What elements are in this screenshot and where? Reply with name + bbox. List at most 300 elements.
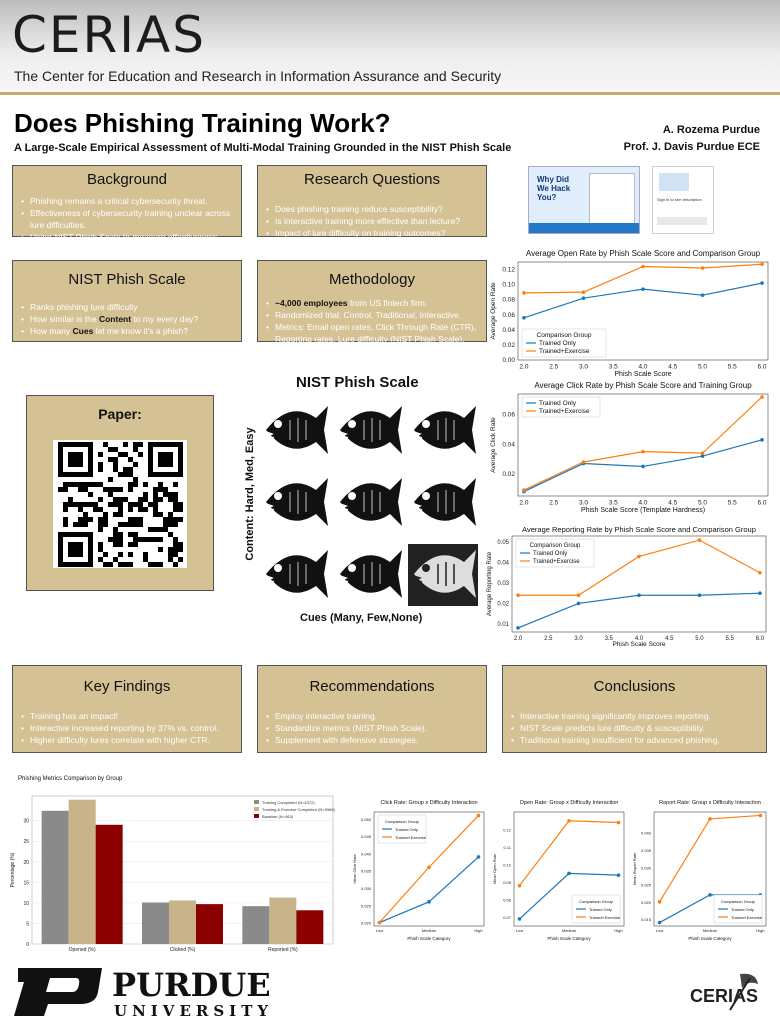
- chart-title: Average Open Rate by Phish Scale Score and Comparison Group: [525, 249, 761, 258]
- qr-module: [78, 482, 83, 487]
- y-tick-label: 0.10: [503, 862, 511, 868]
- x-tick-label: 2.0: [519, 499, 529, 507]
- cerias-logo: CERIAS: [12, 6, 206, 64]
- data-point: [477, 855, 481, 859]
- legend-label: Training Completed (N=4372): [262, 800, 315, 805]
- qr-module: [83, 487, 88, 492]
- qr-module: [113, 462, 118, 467]
- fish-eye: [348, 492, 356, 500]
- qr-module: [63, 522, 68, 527]
- legend-title: Comparison Group: [385, 819, 419, 824]
- y-tick-label: 0.02: [497, 601, 509, 608]
- qr-module: [118, 502, 123, 507]
- fish-icon: [414, 406, 476, 454]
- fish-icon: [266, 478, 328, 526]
- bar: [42, 811, 69, 944]
- qr-finder: [158, 452, 173, 467]
- qr-module: [113, 487, 118, 492]
- qr-module: [178, 507, 183, 512]
- bar: [196, 904, 223, 944]
- qr-module: [83, 512, 88, 517]
- data-point: [698, 538, 702, 542]
- qr-module: [98, 482, 103, 487]
- y-tick-label: 0.04: [497, 560, 509, 567]
- x-tick-label: 3.0: [574, 636, 583, 642]
- qr-module: [148, 562, 153, 567]
- y-tick-label: 0.025: [360, 903, 371, 909]
- paper-box: [26, 395, 214, 591]
- x-tick-label: 5.5: [727, 363, 737, 371]
- qr-module: [133, 517, 138, 522]
- data-point: [708, 893, 712, 897]
- x-tick-label: 4.0: [638, 363, 648, 371]
- list-item: • Impact of lure difficulty on training outcomes?: [266, 227, 478, 239]
- qr-module: [118, 522, 123, 527]
- qr-module: [88, 502, 93, 507]
- qr-module: [133, 522, 138, 527]
- qr-module: [178, 542, 183, 547]
- data-point: [522, 291, 526, 295]
- article-image: [659, 173, 689, 191]
- qr-module: [123, 497, 128, 502]
- author-1: A. Rozema Purdue: [662, 124, 760, 136]
- list-item: • Traditional training insufficient for advanced phishing.: [511, 734, 758, 746]
- fish-icon: [408, 544, 478, 606]
- fish-body: [340, 406, 402, 454]
- fish-eye: [348, 420, 356, 428]
- qr-module: [118, 562, 123, 567]
- qr-module: [138, 517, 143, 522]
- qr-module: [128, 507, 133, 512]
- list-item: • Metrics: Email open rates, Click Through Rate (CTR), Reporting rates, Lure difficulty (NIST Phish Scale).: [266, 321, 478, 345]
- legend-label: Trained+Exercise: [395, 835, 427, 840]
- qr-module: [103, 522, 108, 527]
- article-thumbnail[interactable]: [652, 166, 714, 234]
- y-tick-label: 0.06: [502, 311, 515, 319]
- fish-body: [414, 478, 476, 526]
- data-point: [698, 593, 702, 597]
- qr-module: [178, 547, 183, 552]
- thumbnail-card: [589, 173, 635, 225]
- data-point: [641, 287, 645, 291]
- background-list: [13, 189, 241, 243]
- data-point: [617, 873, 621, 877]
- x-tick-label: 2.5: [549, 363, 559, 371]
- x-tick-label: Clicked (%): [169, 947, 196, 953]
- fish-icon: [340, 550, 402, 598]
- legend-swatch: [254, 807, 259, 811]
- y-tick-label: 0.050: [360, 816, 371, 822]
- qr-module: [98, 542, 103, 547]
- y-axis-label: Mean Open Rate: [492, 853, 497, 885]
- qr-module: [128, 482, 133, 487]
- qr-module: [118, 552, 123, 557]
- qr-module: [128, 562, 133, 567]
- qr-module: [63, 482, 68, 487]
- qr-code[interactable]: [53, 440, 187, 568]
- y-tick-label: 30: [23, 818, 29, 825]
- qr-module: [78, 507, 83, 512]
- qr-module: [138, 442, 143, 447]
- background-box: [12, 165, 242, 242]
- x-tick-label: 4.5: [665, 636, 674, 642]
- qr-module: [158, 497, 163, 502]
- data-point: [577, 602, 581, 606]
- qr-module: [98, 462, 103, 467]
- x-tick-label: 5.5: [727, 499, 737, 507]
- thumbnail-text: Why Did We Hack You?: [537, 175, 571, 202]
- qr-module: [138, 452, 143, 457]
- qr-module: [133, 532, 138, 537]
- qr-module: [73, 522, 78, 527]
- x-tick-label: Medium: [561, 928, 577, 933]
- cerias-small-text: CERIAS: [690, 986, 759, 1006]
- research-heading: Research Questions: [304, 171, 440, 188]
- gold-divider: [0, 92, 780, 95]
- qr-module: [168, 492, 173, 497]
- data-point: [582, 460, 586, 464]
- qr-module: [128, 532, 133, 537]
- y-tick-label: 5: [26, 921, 29, 928]
- qr-module: [123, 452, 128, 457]
- x-tick-label: High: [474, 928, 483, 933]
- open-rate-chart: [488, 248, 776, 378]
- qr-module: [158, 482, 163, 487]
- x-tick-label: 3.0: [578, 363, 588, 371]
- y-tick-label: 0.020: [360, 920, 371, 926]
- qr-module: [68, 502, 73, 507]
- qr-module: [133, 442, 138, 447]
- legend-swatch: [254, 800, 259, 804]
- paper-heading: Paper:: [98, 406, 142, 422]
- methodology-list: [258, 289, 486, 345]
- y-tick-label: 0.07: [503, 915, 511, 921]
- poster-subtitle: A Large-Scale Empirical Assessment of Multi-Modal Training Grounded in the NIST Phish Scale: [14, 142, 512, 154]
- qr-module: [108, 487, 113, 492]
- qr-module: [178, 557, 183, 562]
- list-item: • Using NIST Phish Scale to measure effectiveness.: [21, 231, 233, 243]
- fish-icon: [340, 478, 402, 526]
- qr-module: [153, 527, 158, 532]
- conclusions-box: [502, 665, 767, 753]
- fish-body: [266, 550, 328, 598]
- data-point: [641, 450, 645, 454]
- list-item: • Supplement with defensive strategies.: [266, 734, 478, 746]
- qr-module: [93, 482, 98, 487]
- bar: [242, 906, 269, 944]
- qr-module: [138, 502, 143, 507]
- data-point: [641, 265, 645, 269]
- background-heading: Background: [86, 171, 168, 188]
- qr-module: [78, 522, 83, 527]
- x-tick-label: 6.0: [757, 499, 767, 507]
- data-point: [701, 451, 705, 455]
- qr-module: [158, 562, 163, 567]
- purdue-wordmark: PURDUE: [112, 966, 271, 1004]
- fish-eye: [422, 420, 430, 428]
- qr-module: [178, 502, 183, 507]
- qr-module: [118, 452, 123, 457]
- x-tick-label: 5.0: [695, 636, 704, 642]
- qr-module: [123, 562, 128, 567]
- qr-module: [98, 467, 103, 472]
- qr-module: [98, 507, 103, 512]
- qr-module: [133, 447, 138, 452]
- qr-module: [143, 482, 148, 487]
- phish-scale-figure: [238, 368, 483, 628]
- qr-module: [113, 537, 118, 542]
- x-axis-label: Phish Scale Category: [407, 936, 451, 941]
- qr-module: [133, 477, 138, 482]
- qr-module: [128, 517, 133, 522]
- qr-module: [173, 552, 178, 557]
- findings-list: [13, 696, 241, 746]
- legend-label: Trained Only: [731, 907, 754, 912]
- qr-module: [153, 492, 158, 497]
- fish-eye: [422, 492, 430, 500]
- qr-module: [108, 447, 113, 452]
- qr-module: [103, 552, 108, 557]
- qr-module: [98, 522, 103, 527]
- y-tick-label: 0.09: [503, 880, 511, 886]
- qr-module: [103, 442, 108, 447]
- x-tick-label: 4.0: [638, 499, 648, 507]
- qr-module: [123, 467, 128, 472]
- chart-title: Report Rate: Group x Difficulty Interaction: [659, 800, 761, 806]
- qr-module: [148, 537, 153, 542]
- data-point: [758, 591, 762, 595]
- report-interaction-chart: [630, 796, 772, 942]
- qr-module: [78, 487, 83, 492]
- data-point: [701, 266, 705, 270]
- qr-module: [63, 517, 68, 522]
- legend-label: Trained Only: [533, 551, 568, 557]
- qr-module: [138, 522, 143, 527]
- data-point: [378, 921, 382, 925]
- qr-module: [168, 557, 173, 562]
- data-point: [518, 884, 522, 888]
- x-tick-label: 2.0: [519, 363, 529, 371]
- y-axis-label: Percentage (%): [10, 852, 16, 888]
- y-tick-label: 0.12: [503, 827, 511, 833]
- legend-label: Trained Only: [539, 340, 576, 347]
- list-item: • Standardize metrics (NIST Phish Scale).: [266, 722, 478, 734]
- qr-module: [108, 457, 113, 462]
- data-point: [567, 819, 571, 823]
- qr-module: [113, 447, 118, 452]
- bar: [269, 898, 296, 944]
- qr-module: [113, 512, 118, 517]
- poster-title: Does Phishing Training Work?: [14, 108, 391, 138]
- qr-module: [128, 542, 133, 547]
- qr-module: [83, 517, 88, 522]
- chart-title: Average Reporting Rate by Phish Scale Score and Comparison Group: [522, 525, 756, 534]
- list-item: • Phishing remains a critical cybersecurity threat.: [21, 195, 233, 207]
- y-tick-label: 0.01: [497, 621, 509, 628]
- qr-code-image: [53, 440, 187, 568]
- purdue-p-logo: [10, 964, 110, 1020]
- fish-grid: [260, 396, 480, 606]
- list-item: • Randomized trial: Control, Traditional, Interactive.: [266, 309, 478, 321]
- qr-module: [63, 487, 68, 492]
- list-item: • Interactive training significantly improves reporting.: [511, 710, 758, 722]
- x-tick-label: 6.0: [757, 363, 767, 371]
- qr-module: [128, 502, 133, 507]
- qr-module: [108, 537, 113, 542]
- qr-module: [113, 557, 118, 562]
- y-tick-label: 20: [23, 859, 29, 866]
- x-axis-label: Phish Scale Category: [547, 936, 591, 941]
- qr-module: [88, 517, 93, 522]
- qr-module: [173, 502, 178, 507]
- qr-module: [163, 522, 168, 527]
- qr-module: [88, 482, 93, 487]
- chart-title: Average Click Rate by Phish Scale Score and Training Group: [534, 381, 752, 390]
- qr-module: [128, 552, 133, 557]
- figure-title: NIST Phish Scale: [296, 374, 419, 391]
- qr-module: [138, 507, 143, 512]
- data-point: [658, 921, 662, 925]
- fish-icon: [266, 406, 328, 454]
- x-tick-label: 2.0: [513, 636, 523, 642]
- qr-module: [73, 502, 78, 507]
- qr-module: [133, 462, 138, 467]
- legend-label: Trained Only: [395, 827, 418, 832]
- nist-list: [13, 289, 241, 337]
- x-tick-label: Medium: [421, 928, 437, 933]
- x-tick-label: High: [614, 928, 623, 933]
- data-point: [760, 262, 764, 266]
- qr-module: [143, 557, 148, 562]
- qr-module: [133, 502, 138, 507]
- list-item: • Is interactive training more effective than lecture?: [266, 215, 478, 227]
- legend-title: Comparison Group: [536, 332, 592, 339]
- qr-module: [123, 522, 128, 527]
- qr-module: [153, 537, 158, 542]
- x-tick-label: Low: [655, 928, 664, 933]
- qr-module: [93, 502, 98, 507]
- qr-module: [83, 482, 88, 487]
- conclusions-heading: Conclusions: [593, 678, 676, 695]
- qr-module: [68, 482, 73, 487]
- qr-module: [158, 487, 163, 492]
- qr-module: [83, 522, 88, 527]
- qr-module: [118, 532, 123, 537]
- y-tick-label: 0.04: [502, 441, 515, 449]
- y-tick-label: 0.08: [503, 897, 511, 903]
- recommendations-list: [258, 696, 486, 746]
- legend-title: Comparison Group: [721, 899, 755, 904]
- qr-module: [143, 497, 148, 502]
- qr-module: [148, 527, 153, 532]
- legend-title: Comparison Group: [579, 899, 613, 904]
- x-axis-label: Phish Scale Category: [688, 936, 732, 941]
- qr-module: [108, 562, 113, 567]
- research-list: [258, 189, 486, 239]
- reporting-rate-chart: [484, 524, 776, 648]
- y-tick-label: 0.020: [640, 899, 651, 905]
- data-point: [658, 900, 662, 904]
- qr-module: [153, 562, 158, 567]
- qr-module: [113, 467, 118, 472]
- qr-module: [173, 497, 178, 502]
- qr-module: [133, 482, 138, 487]
- conclusions-list: [503, 696, 766, 746]
- qr-module: [168, 497, 173, 502]
- recommendations-heading: Recommendations: [309, 678, 435, 695]
- video-thumbnail[interactable]: [528, 166, 640, 234]
- qr-module: [133, 537, 138, 542]
- qr-module: [128, 472, 133, 477]
- x-axis-label: Phish Scale Score (Template Hardness): [580, 507, 706, 514]
- data-point: [577, 593, 581, 597]
- qr-module: [173, 507, 178, 512]
- fish-body: [266, 406, 328, 454]
- fish-eye: [274, 564, 282, 572]
- qr-module: [63, 507, 68, 512]
- qr-module: [103, 562, 108, 567]
- data-point: [477, 814, 481, 818]
- qr-module: [118, 512, 123, 517]
- data-point: [582, 290, 586, 294]
- qr-module: [68, 497, 73, 502]
- qr-module: [173, 537, 178, 542]
- x-tick-label: 4.5: [668, 499, 678, 507]
- data-point: [567, 872, 571, 876]
- y-axis-label: Average Open Rate: [490, 282, 497, 340]
- y-tick-label: 0.03: [497, 580, 509, 587]
- x-tick-label: Reported (%): [267, 947, 298, 953]
- list-item: • Higher difficulty lures correlate with higher CTR.: [21, 734, 233, 746]
- article-text: Sign in to see description: [657, 197, 702, 202]
- qr-module: [128, 467, 133, 472]
- y-tick-label: 0.025: [640, 882, 651, 888]
- qr-module: [103, 517, 108, 522]
- qr-module: [173, 522, 178, 527]
- qr-module: [103, 487, 108, 492]
- y-tick-label: 0.04: [502, 326, 515, 334]
- qr-module: [98, 452, 103, 457]
- qr-module: [58, 487, 63, 492]
- research-questions-box: [257, 165, 487, 237]
- qr-module: [78, 502, 83, 507]
- chart-title: Open Rate: Group x Difficulty Interaction: [519, 800, 619, 806]
- qr-module: [173, 517, 178, 522]
- data-point: [641, 465, 645, 469]
- findings-heading: Key Findings: [83, 678, 171, 695]
- qr-module: [173, 492, 178, 497]
- qr-module: [103, 512, 108, 517]
- x-axis-label: Phish Scale Score: [614, 371, 672, 378]
- legend-label: Trained+Exercise: [539, 408, 590, 415]
- y-tick-label: 0.11: [503, 845, 511, 851]
- qr-module: [158, 547, 163, 552]
- qr-module: [168, 517, 173, 522]
- author-2: Prof. J. Davis Purdue ECE: [623, 141, 760, 153]
- data-point: [701, 293, 705, 297]
- data-point: [637, 555, 641, 559]
- qr-module: [98, 557, 103, 562]
- qr-module: [113, 542, 118, 547]
- fish-eye: [422, 564, 430, 572]
- qr-module: [158, 537, 163, 542]
- x-tick-label: 3.5: [604, 636, 613, 642]
- x-tick-label: 3.5: [608, 363, 618, 371]
- qr-module: [173, 542, 178, 547]
- qr-module: [153, 502, 158, 507]
- x-tick-label: High: [756, 928, 765, 933]
- qr-module: [113, 497, 118, 502]
